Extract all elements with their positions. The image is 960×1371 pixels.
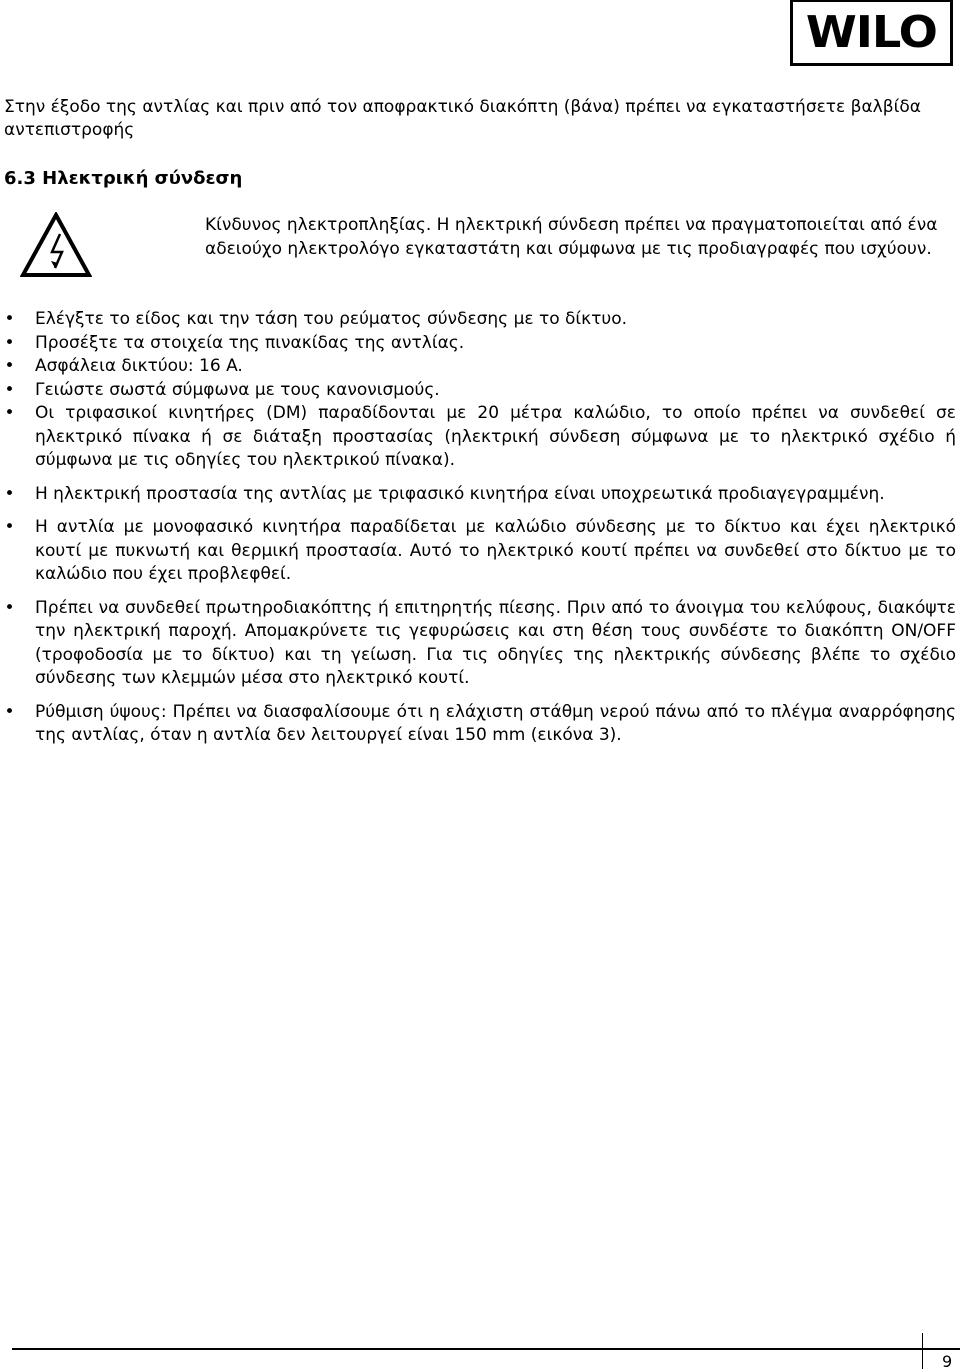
warning-text: Κίνδυνος ηλεκτροπληξίας. Η ηλεκτρική σύνδεση πρέπει να πραγματοποιείται από ένα αδειούχο ηλεκτρολόγο εγκαταστάτη και σύμφωνα με τις προδιαγραφές που ισχύουν. xyxy=(205,215,938,259)
list-item xyxy=(0,332,956,356)
bullet-marker: • xyxy=(4,309,15,329)
bullet-marker: • xyxy=(4,701,15,722)
intro-paragraph: Στην έξοδο της αντλίας και πριν από τον αποφρακτικό διακόπτη (βάνα) πρέπει να εγκαταστήσετε βαλβίδα αντεπιστροφής xyxy=(4,97,921,140)
page-number: 9 xyxy=(942,1352,953,1371)
list-item-text: Οι τριφασικοί κινητήρες (DM) παραδίδονται με 20 μέτρα καλώδιο, το οποίο πρέπει να συνδεθεί σε ηλεκτρικό πίνακα ή σε διάταξη προστασίας (ηλεκτρική σύνδεση σύμφωνα με το ηλεκτρικό σχέδιο ή σύμφωνα με τις οδηγίες του ηλεκτρικού πίνακα). xyxy=(35,403,956,470)
list-item xyxy=(0,483,956,507)
list-item-text: Ελέγξτε το είδος και την τάση του ρεύματος σύνδεσης με το δίκτυο. xyxy=(35,309,628,329)
list-item xyxy=(0,516,956,587)
list-item-text: Πρέπει να συνδεθεί πρωτηροδιακόπτης ή επιτηρητής πίεσης. Πριν από το άνοιγμα του κελύφους, διακόψτε την ηλεκτρική παροχή. Απομακρύνετε τις γεφυρώσεις και στη θέση τους συνδέστε το διακόπτη ON/OFF (τροφοδοσία με το δίκτυο) και τη γείωση. Για τις οδηγίες της ηλεκτρικής σύνδεσης βλέπε το σχέδιο σύνδεσης των κλεμμών μέσα στο ηλεκτρικό κουτί. xyxy=(35,597,956,688)
bullet-marker: • xyxy=(4,517,15,537)
list-item-text: Γειώστε σωστά σύμφωνα με τους κανονισμούς. xyxy=(35,379,440,400)
bullet-list-short xyxy=(0,308,956,402)
list-item-text: Η ηλεκτρική προστασία της αντλίας με τριφασικό κινητήρα είναι υποχρεωτικά προδιαγεγραμμένη. xyxy=(35,483,885,504)
list-item-text: Η αντλία με μονοφασικό κινητήρα παραδίδεται με καλώδιο σύνδεσης με το δίκτυο και έχει ηλεκτρικό κουτί με πυκνωτή και θερμική προστασία. Αυτό το ηλεκτρικό κουτί πρέπει να συνδεθεί στο δίκτυο με το καλώδιο που έχει προβλεφθεί. xyxy=(35,517,956,584)
bullet-marker: • xyxy=(4,483,15,504)
list-item xyxy=(0,402,956,473)
bullet-marker: • xyxy=(4,597,15,618)
footer-rule xyxy=(12,1348,960,1350)
logo-text: WILO xyxy=(805,6,938,58)
list-item-text: Ρύθμιση ύψους: Πρέπει να διασφαλίσουμε ότι η ελάχιστη στάθμη νερού πάνω από το πλέγμα αναρρόφησης της αντλίας, όταν η αντλία δεν λειτουργεί είναι 150 mm (εικόνα 3). xyxy=(35,701,956,745)
list-item xyxy=(0,379,956,403)
list-item-text: Ασφάλεια δικτύου: 16 A. xyxy=(35,356,243,376)
bullet-marker: • xyxy=(4,403,15,423)
bullet-marker: • xyxy=(4,332,15,353)
wilo-logo xyxy=(790,0,953,66)
section-heading: 6.3 Ηλεκτρική σύνδεση xyxy=(4,168,243,189)
electrical-hazard-icon xyxy=(20,212,92,278)
list-item xyxy=(0,308,956,332)
list-item-text: Προσέξτε τα στοιχεία της πινακίδας της αντλίας. xyxy=(35,332,465,353)
bullet-list-long xyxy=(0,402,956,748)
list-item xyxy=(0,355,956,379)
bullet-marker: • xyxy=(4,356,15,376)
bullet-marker: • xyxy=(4,379,15,400)
footer-divider xyxy=(922,1333,923,1369)
list-item xyxy=(0,597,956,691)
list-item xyxy=(0,701,956,748)
